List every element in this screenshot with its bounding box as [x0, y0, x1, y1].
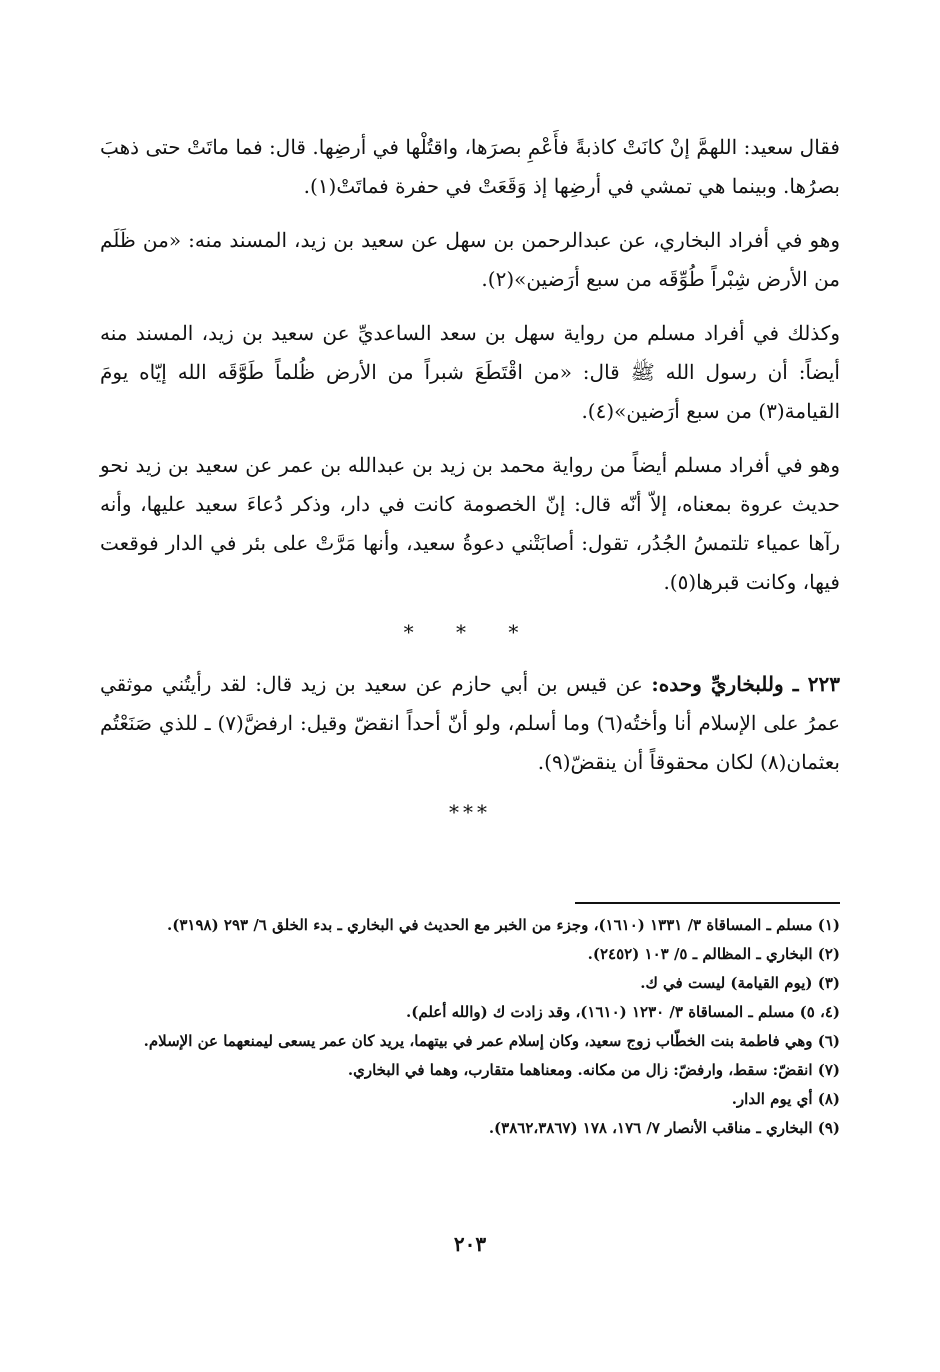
paragraph-1: فقال سعيد: اللهمَّ إنْ كانَتْ كاذبةً فأَعْمِ بصرَها، واقتُلْها في أرضِها. قال: فما ماتَتْ حتى ذهبَ بصرُها. وبينما هي تمشي في أرضِها إذ وَقَعَتْ في حفرة فماتَتْ(١).: [100, 135, 840, 198]
section-separator: * * *: [403, 620, 537, 644]
footnote-1: (١) مسلم ـ المساقاة ٣/ ١٣٣١ (١٦١٠)، وجزء من الخبر مع الحديث في البخاري ـ بدء الخلق ٦/ ٢٩٣ (٣١٩٨).: [167, 916, 840, 934]
footnote-3: (٣) (يوم القيامة) ليست في ك.: [640, 974, 840, 992]
hadith-paragraph: [100, 665, 840, 782]
page-number: ٢٠٣: [453, 1232, 487, 1256]
footnote-8: (٨) أي يوم الدار.: [731, 1090, 840, 1108]
hadith-text: عن قيس بن أبي حازم عن سعيد بن زيد قال: لقد رأيتُني موثقي عمرُ على الإسلام أنا وأختُه(٦) وما أسلم، ولو أنّ أحداً انقضّ وقيل: ارفضَّ(٧) ـ للذي صَنَعْتُم بعثمان(٨) لكان محقوقاً أن ينقضّ(٩).: [100, 672, 840, 774]
paragraph-3: وكذلك في أفراد مسلم من رواية سهل بن سعد الساعديِّ عن سعيد بن زيد، المسند منه أيضاً: أن رسول الله ﷺ قال: «من اقْتَطَعَ شبراً من الأرض ظُلماً طَوَّقَه الله إيّاه يومَ القيامة(٣) من سبع أرَضين»(٤).: [100, 321, 840, 423]
footnote-7: (٧) انقضّ: سقط، وارفضّ: زال من مكانه. ومعناهما متقارب، وهما في البخاري.: [347, 1061, 840, 1079]
footnote-divider: [575, 902, 840, 904]
paragraph-4: وهو في أفراد مسلم أيضاً من رواية محمد بن زيد بن عبدالله بن عمر عن سعيد بن زيد نحو حديث عروة بمعناه، إلاّ أنّه قال: إنّ الخصومة كانت في دار، وذكر دُعاءَ سعيد عليها، وأنه رآها عمياء تلتمسُ الجُدُر، تقول: أصابَتْني دعوةُ سعيد، وأنها مَرَّتْ على بئر في الدار فوقعت فيها، وكانت قبرها(٥).: [100, 453, 840, 594]
footnote-6: (٦) وهي فاطمة بنت الخطّاب زوج سعيد، وكان إسلام عمر في بيتهما، يريد كان عمر يسعى ليمنعهما عن الإسلام.: [143, 1032, 840, 1050]
footnotes: [100, 912, 840, 1144]
footnote-2: (٢) البخاري ـ المظالم ـ ٥/ ١٠٣ (٢٤٥٢).: [587, 945, 840, 963]
hadith-number: ٢٢٣ ـ وللبخاريِّ وحده:: [651, 672, 840, 696]
end-separator: ***: [449, 800, 491, 824]
footnote-9: (٩) البخاري ـ مناقب الأنصار ٧/ ١٧٦، ١٧٨ (٣٨٦٢،٣٨٦٧).: [488, 1119, 840, 1137]
paragraph-2: وهو في أفراد البخاري، عن عبدالرحمن بن سهل عن سعيد بن زيد، المسند منه: «من ظَلَم من الأرض شِبْراً طُوِّقَه من سبع أرَضين»(٢).: [100, 228, 840, 291]
footnote-4-5: (٤، ٥) مسلم ـ المساقاة ٣/ ١٢٣٠ (١٦١٠)، وقد زادت ك (والله أعلم).: [406, 1003, 840, 1021]
main-text: [100, 128, 840, 845]
